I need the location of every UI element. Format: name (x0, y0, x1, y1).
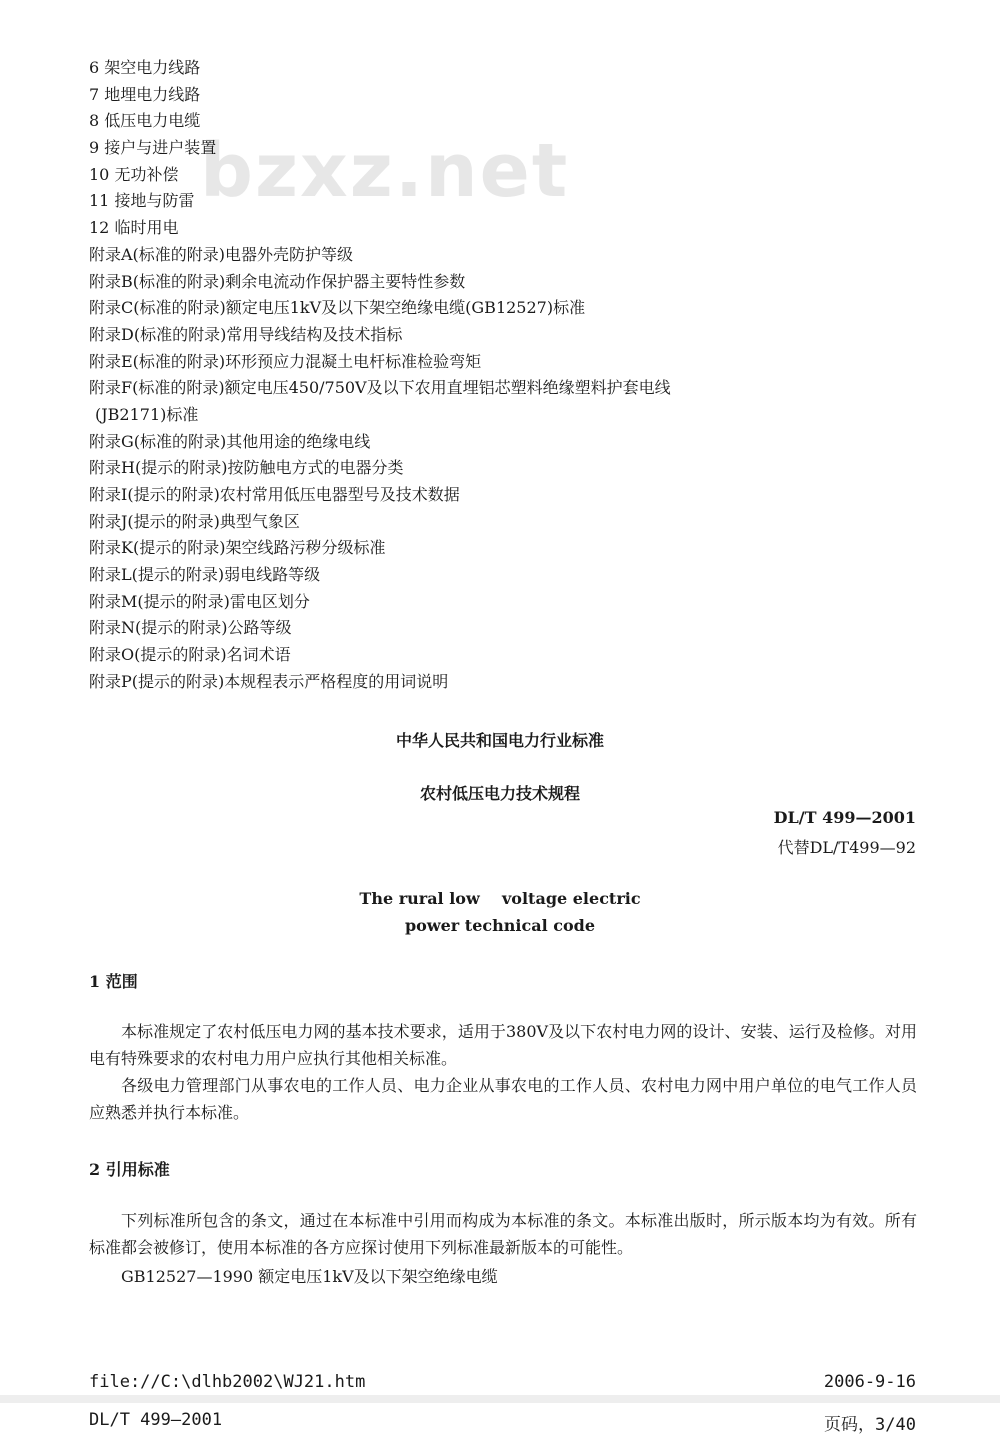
toc-item: 附录F(标准的附录)额定电压450/750V及以下农用直埋铝芯塑料绝缘塑料护套电线 (89, 378, 671, 398)
toc-item: 附录D(标准的附录)常用导线结构及技术指标 (89, 324, 403, 344)
toc-item: 附录E(标准的附录)环形预应力混凝土电杆标准检验弯矩 (89, 351, 482, 371)
toc-item: 附录H(提示的附录)按防触电方式的电器分类 (89, 458, 404, 478)
toc-item: 附录L(提示的附录)弱电线路等级 (89, 565, 321, 585)
table-of-contents (89, 55, 671, 696)
toc-item: 附录P(提示的附录)本规程表示严格程度的用词说明 (89, 671, 449, 691)
section-2-paragraph-1: 下列标准所包含的条文，通过在本标准中引用而构成为本标准的条文。本标准出版时，所示版本均为有效。所有标准都会被修订，使用本标准的各方应探讨使用下列标准最新版本的可能性。 (89, 1211, 917, 1257)
toc-item: 附录B(标准的附录)剩余电流动作保护器主要特性参数 (89, 271, 466, 291)
footer-divider (0, 1395, 1000, 1403)
toc-item: 11 接地与防雷 (89, 191, 195, 211)
watermark: bzxz.net (200, 128, 570, 214)
file-path: file://C:\dlhb2002\WJ21.htm (89, 1372, 366, 1392)
toc-item: 附录A(标准的附录)电器外壳防护等级 (89, 244, 354, 264)
toc-item: 附录O(提示的附录)名词术语 (89, 645, 291, 665)
section-1-paragraph-1: 本标准规定了农村低压电力网的基本技术要求，适用于380V及以下农村电力网的设计、安装、运行及检修。对用电有特殊要求的农村电力用户应执行其他相关标准。 (89, 1022, 917, 1068)
footer-doc-code: DL/T 499—2001 (89, 1410, 223, 1430)
section-2-heading: 2 引用标准 (89, 1160, 170, 1179)
industry-standard-heading: 中华人民共和国电力行业标准 (395, 731, 604, 750)
toc-item: 附录C(标准的附录)额定电压1kV及以下架空绝缘电缆(GB12527)标准 (89, 298, 586, 318)
section-1-paragraph-2: 各级电力管理部门从事农电的工作人员、电力企业从事农电的工作人员、农村电力网中用户单位的电气工作人员应熟悉并执行本标准。 (89, 1076, 917, 1122)
print-date: 2006-9-16 (823, 1372, 916, 1392)
replaces-code: 代替DL/T499—92 (777, 838, 916, 857)
toc-item: 12 临时用电 (89, 218, 179, 238)
referenced-standard: GB12527—1990 额定电压1kV及以下架空绝缘电缆 (121, 1267, 498, 1286)
toc-item: 6 架空电力线路 (89, 58, 201, 77)
toc-item: 7 地埋电力线路 (89, 84, 201, 104)
english-title-line-1: The rural low voltage electric (359, 889, 641, 908)
toc-item: 附录N(提示的附录)公路等级 (89, 618, 292, 638)
toc-item: 10 无功补偿 (89, 164, 179, 184)
standard-code: DL/T 499—2001 (773, 808, 916, 827)
page-number: 页码，3/40 (824, 1415, 916, 1435)
toc-item: 附录M(提示的附录)雷电区划分 (89, 591, 310, 611)
toc-item: 附录J(提示的附录)典型气象区 (89, 511, 300, 531)
toc-item: 8 低压电力电缆 (89, 111, 201, 131)
toc-item: 附录K(提示的附录)架空线路污秽分级标准 (89, 538, 386, 558)
toc-item-continuation: (JB2171)标准 (95, 404, 199, 424)
section-1-heading: 1 范围 (89, 972, 138, 991)
english-title-line-2: power technical code (404, 916, 595, 935)
document-title: 农村低压电力技术规程 (419, 784, 580, 803)
toc-item: 9 接户与进户装置 (89, 138, 217, 158)
toc-item: 附录G(标准的附录)其他用途的绝缘电线 (89, 431, 371, 451)
toc-item: 附录I(提示的附录)农村常用低压电器型号及技术数据 (89, 485, 460, 504)
